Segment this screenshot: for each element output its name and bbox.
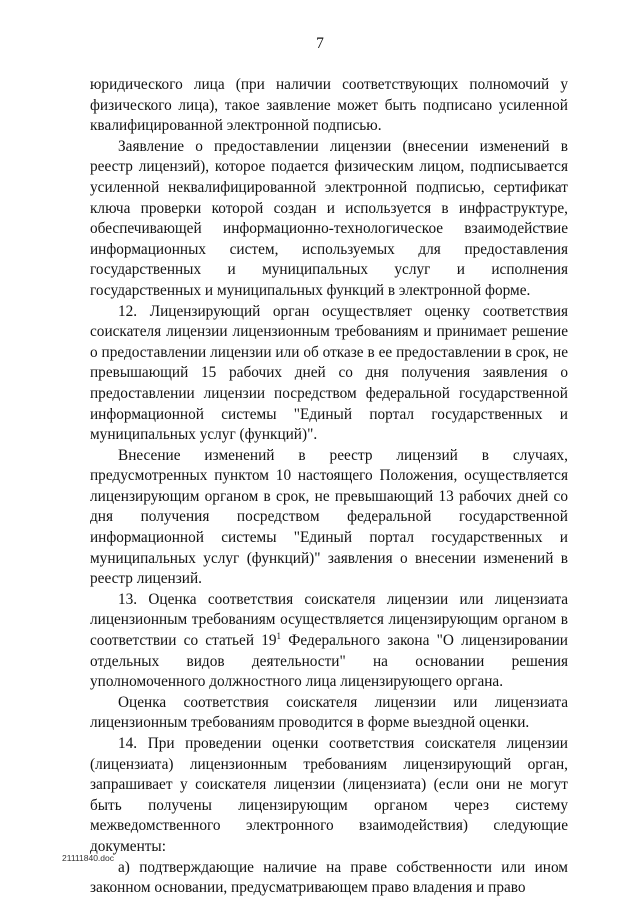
paragraph-item-14: 14. При проведении оценки соответствия соискателя лицензии (лицензиата) лицензионным требованиям лицензирующий орган, запрашивает у соискателя лицензии (лицензиата) (если они не могут быть получены лицензирующим органом через систему межведомственного электронного взаимодействия) следующие документы: bbox=[90, 735, 568, 855]
item-13-text-after: Федерального закона "О лицензировании отдельных видов деятельности" на основании решения уполномоченного должностного лица лицензирующего органа. bbox=[90, 632, 568, 691]
page-number: 7 bbox=[316, 35, 324, 52]
paragraph-item-13 bbox=[90, 590, 568, 693]
article-superscript: 1 bbox=[276, 630, 282, 641]
paragraph-registry-changes: Внесение изменений в реестр лицензий в случаях, предусмотренных пунктом 10 настоящего Положения, осуществляется лицензирующим органом в срок, не превышающий 13 рабочих дней со дня получения посредством федеральной государственной информационной системы "Единый портал государственных и муниципальных услуг (функций)" заявления о внесении изменений в реестр лицензий. bbox=[90, 446, 568, 588]
footer-filename: 21111840.doc bbox=[62, 853, 114, 863]
paragraph-signature-continuation: юридического лица (при наличии соответствующих полномочий у физического лица), такое заявление может быть подписано усиленной квалифицированной электронной подписью. bbox=[90, 76, 568, 135]
paragraph-item-12: 12. Лицензирующий орган осуществляет оценку соответствия соискателя лицензии лицензионным требованиям и принимает решение о предоставлении лицензии или об отказе в ее предоставлении в срок, не превышающий 15 рабочих дней со дня получения заявления о предоставлении лицензии посредством федеральной государственной информационной системы "Единый портал государственных и муниципальных услуг (функций)". bbox=[90, 302, 568, 444]
paragraph-individual-application: Заявление о предоставлении лицензии (внесении изменений в реестр лицензий), которое подается физическим лицом, подписывается усиленной неквалифицированной электронной подписью, сертификат ключа проверки которой создан и используется в инфраструктуре, обеспечивающей информационно-технологическое взаимодействие информационных систем, используемых для предоставления государственных и муниципальных услуг и исполнения государственных и муниципальных функций в электронной форме. bbox=[90, 137, 568, 299]
document-body bbox=[90, 75, 568, 899]
paragraph-onsite-assessment: Оценка соответствия соискателя лицензии или лицензиата лицензионным требованиям проводится в форме выездной оценки. bbox=[90, 693, 568, 732]
item-13-text-before: 13. Оценка соответствия соискателя лицензии или лицензиата лицензионным требованиям осуществляется лицензирующим органом в соответствии со статьей 19 bbox=[90, 590, 568, 650]
paragraph-subitem-a: а) подтверждающие наличие на праве собственности или ином законном основании, предусматривающем право владения и право bbox=[90, 858, 568, 897]
